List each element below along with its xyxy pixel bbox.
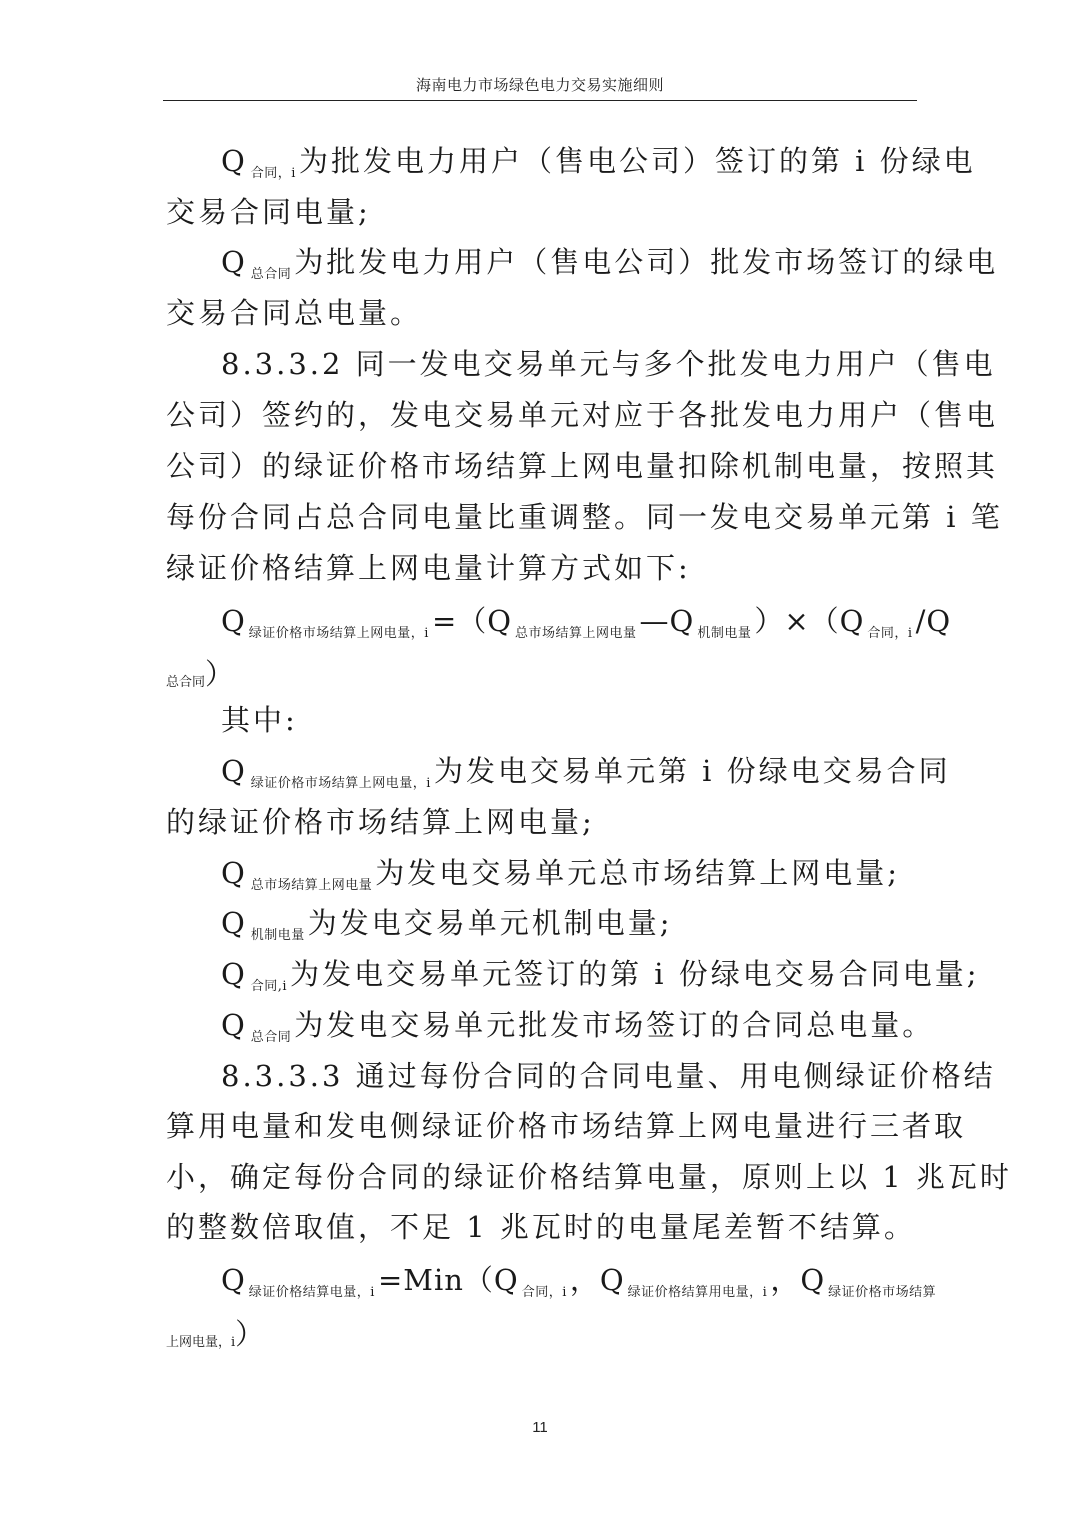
symbol-q: Q bbox=[221, 906, 248, 940]
subscript: 绿证价格市场结算上网电量，i bbox=[250, 776, 431, 791]
paragraph-line bbox=[221, 141, 976, 181]
paragraph-line: 8.3.3.2 同一发电交易单元与多个批发电力用户（售电 bbox=[221, 347, 996, 381]
formula-operator: =（Q bbox=[431, 604, 513, 638]
symbol-q: Q bbox=[221, 1263, 246, 1297]
subscript: 机制电量 bbox=[250, 928, 305, 943]
paragraph-line: 每份合同占总合同电量比重调整。同一发电交易单元第 i 笔 bbox=[166, 500, 1003, 534]
symbol-q: Q bbox=[221, 957, 248, 991]
symbol-q: Q bbox=[221, 144, 248, 178]
line-text: 为发电交易单元总市场结算上网电量; bbox=[375, 856, 901, 890]
subscript: 绿证价格市场结算上网电量，i bbox=[248, 626, 429, 641]
formula-operator: /Q bbox=[915, 604, 952, 638]
formula-operator: ，Q bbox=[770, 1263, 826, 1297]
paragraph-line bbox=[221, 242, 999, 282]
subscript: 合同，i bbox=[521, 1285, 567, 1300]
paragraph-line: 的绿证价格市场结算上网电量; bbox=[166, 805, 595, 839]
subscript: 总市场结算上网电量 bbox=[250, 878, 373, 893]
subscript: 合同，i bbox=[250, 166, 296, 181]
page-number: 11 bbox=[532, 1419, 548, 1436]
subscript: 上网电量，i bbox=[166, 1335, 236, 1350]
paragraph-line: 交易合同电量; bbox=[166, 195, 371, 229]
subscript: 合同,i bbox=[250, 979, 288, 994]
paragraph-line bbox=[221, 1005, 935, 1045]
subscript: 总合同 bbox=[250, 267, 292, 282]
line-text: 为发电交易单元批发市场签订的合同总电量。 bbox=[294, 1008, 935, 1042]
line-text: 为发电交易单元第 i 份绿电交易合同 bbox=[433, 754, 951, 788]
paragraph-line: 公司）签约的，发电交易单元对应于各批发电力用户（售电 bbox=[166, 398, 999, 432]
subscript: 总合同 bbox=[250, 1030, 292, 1045]
paragraph-line: 交易合同总电量。 bbox=[166, 296, 423, 330]
subscript: 合同，i bbox=[867, 626, 913, 641]
formula-operator: —Q bbox=[639, 604, 695, 638]
formula-paren: ） bbox=[205, 657, 235, 691]
subscript: 总合同 bbox=[166, 675, 206, 690]
line-text: 为批发电力用户（售电公司）批发市场签订的绿电 bbox=[294, 245, 999, 279]
formula-line-continuation bbox=[166, 1312, 264, 1353]
header-divider bbox=[163, 100, 917, 101]
line-text: 为发电交易单元签订的第 i 份绿电交易合同电量; bbox=[290, 957, 980, 991]
paragraph-line: 公司）的绿证价格市场结算上网电量扣除机制电量，按照其 bbox=[166, 449, 999, 483]
symbol-q: Q bbox=[221, 245, 248, 279]
formula-line bbox=[221, 601, 952, 641]
line-text: 为批发电力用户（售电公司）签订的第 i 份绿电 bbox=[298, 144, 976, 178]
symbol-q: Q bbox=[221, 604, 246, 638]
paragraph-line bbox=[221, 853, 917, 893]
subscript: 绿证价格市场结算 bbox=[828, 1285, 937, 1300]
subscript: 机制电量 bbox=[697, 626, 752, 641]
paragraph-line bbox=[221, 903, 917, 943]
document-header: 海南电力市场绿色电力交易实施细则 bbox=[415, 76, 664, 94]
symbol-q: Q bbox=[221, 754, 248, 788]
paragraph-line: 小，确定每份合同的绿证价格结算电量，原则上以 1 兆瓦时 bbox=[166, 1160, 1012, 1194]
symbol-q: Q bbox=[221, 856, 248, 890]
formula-operator: ）×（Q bbox=[754, 604, 865, 638]
formula-operator: =Min（Q bbox=[377, 1263, 519, 1297]
line-text: 为发电交易单元机制电量; bbox=[307, 906, 673, 940]
paragraph-line: 算用电量和发电侧绿证价格市场结算上网电量进行三者取 bbox=[166, 1109, 967, 1143]
formula-paren: ） bbox=[235, 1317, 265, 1351]
formula-line-continuation bbox=[166, 652, 234, 693]
formula-line bbox=[221, 1260, 937, 1300]
paragraph-line bbox=[221, 954, 980, 994]
paragraph-line: 的整数倍取值，不足 1 兆瓦时的电量尾差暂不结算。 bbox=[166, 1210, 916, 1244]
paragraph-line: 绿证价格结算上网电量计算方式如下: bbox=[166, 551, 691, 585]
symbol-q: Q bbox=[221, 1008, 248, 1042]
subscript: 绿证价格结算用电量，i bbox=[627, 1285, 768, 1300]
subscript: 绿证价格结算电量，i bbox=[248, 1285, 375, 1300]
paragraph-line bbox=[221, 751, 951, 791]
paragraph-line: 其中: bbox=[221, 703, 298, 737]
subscript: 总市场结算上网电量 bbox=[515, 626, 637, 641]
paragraph-line: 8.3.3.3 通过每份合同的合同电量、用电侧绿证价格结 bbox=[221, 1059, 996, 1093]
formula-operator: ，Q bbox=[569, 1263, 625, 1297]
